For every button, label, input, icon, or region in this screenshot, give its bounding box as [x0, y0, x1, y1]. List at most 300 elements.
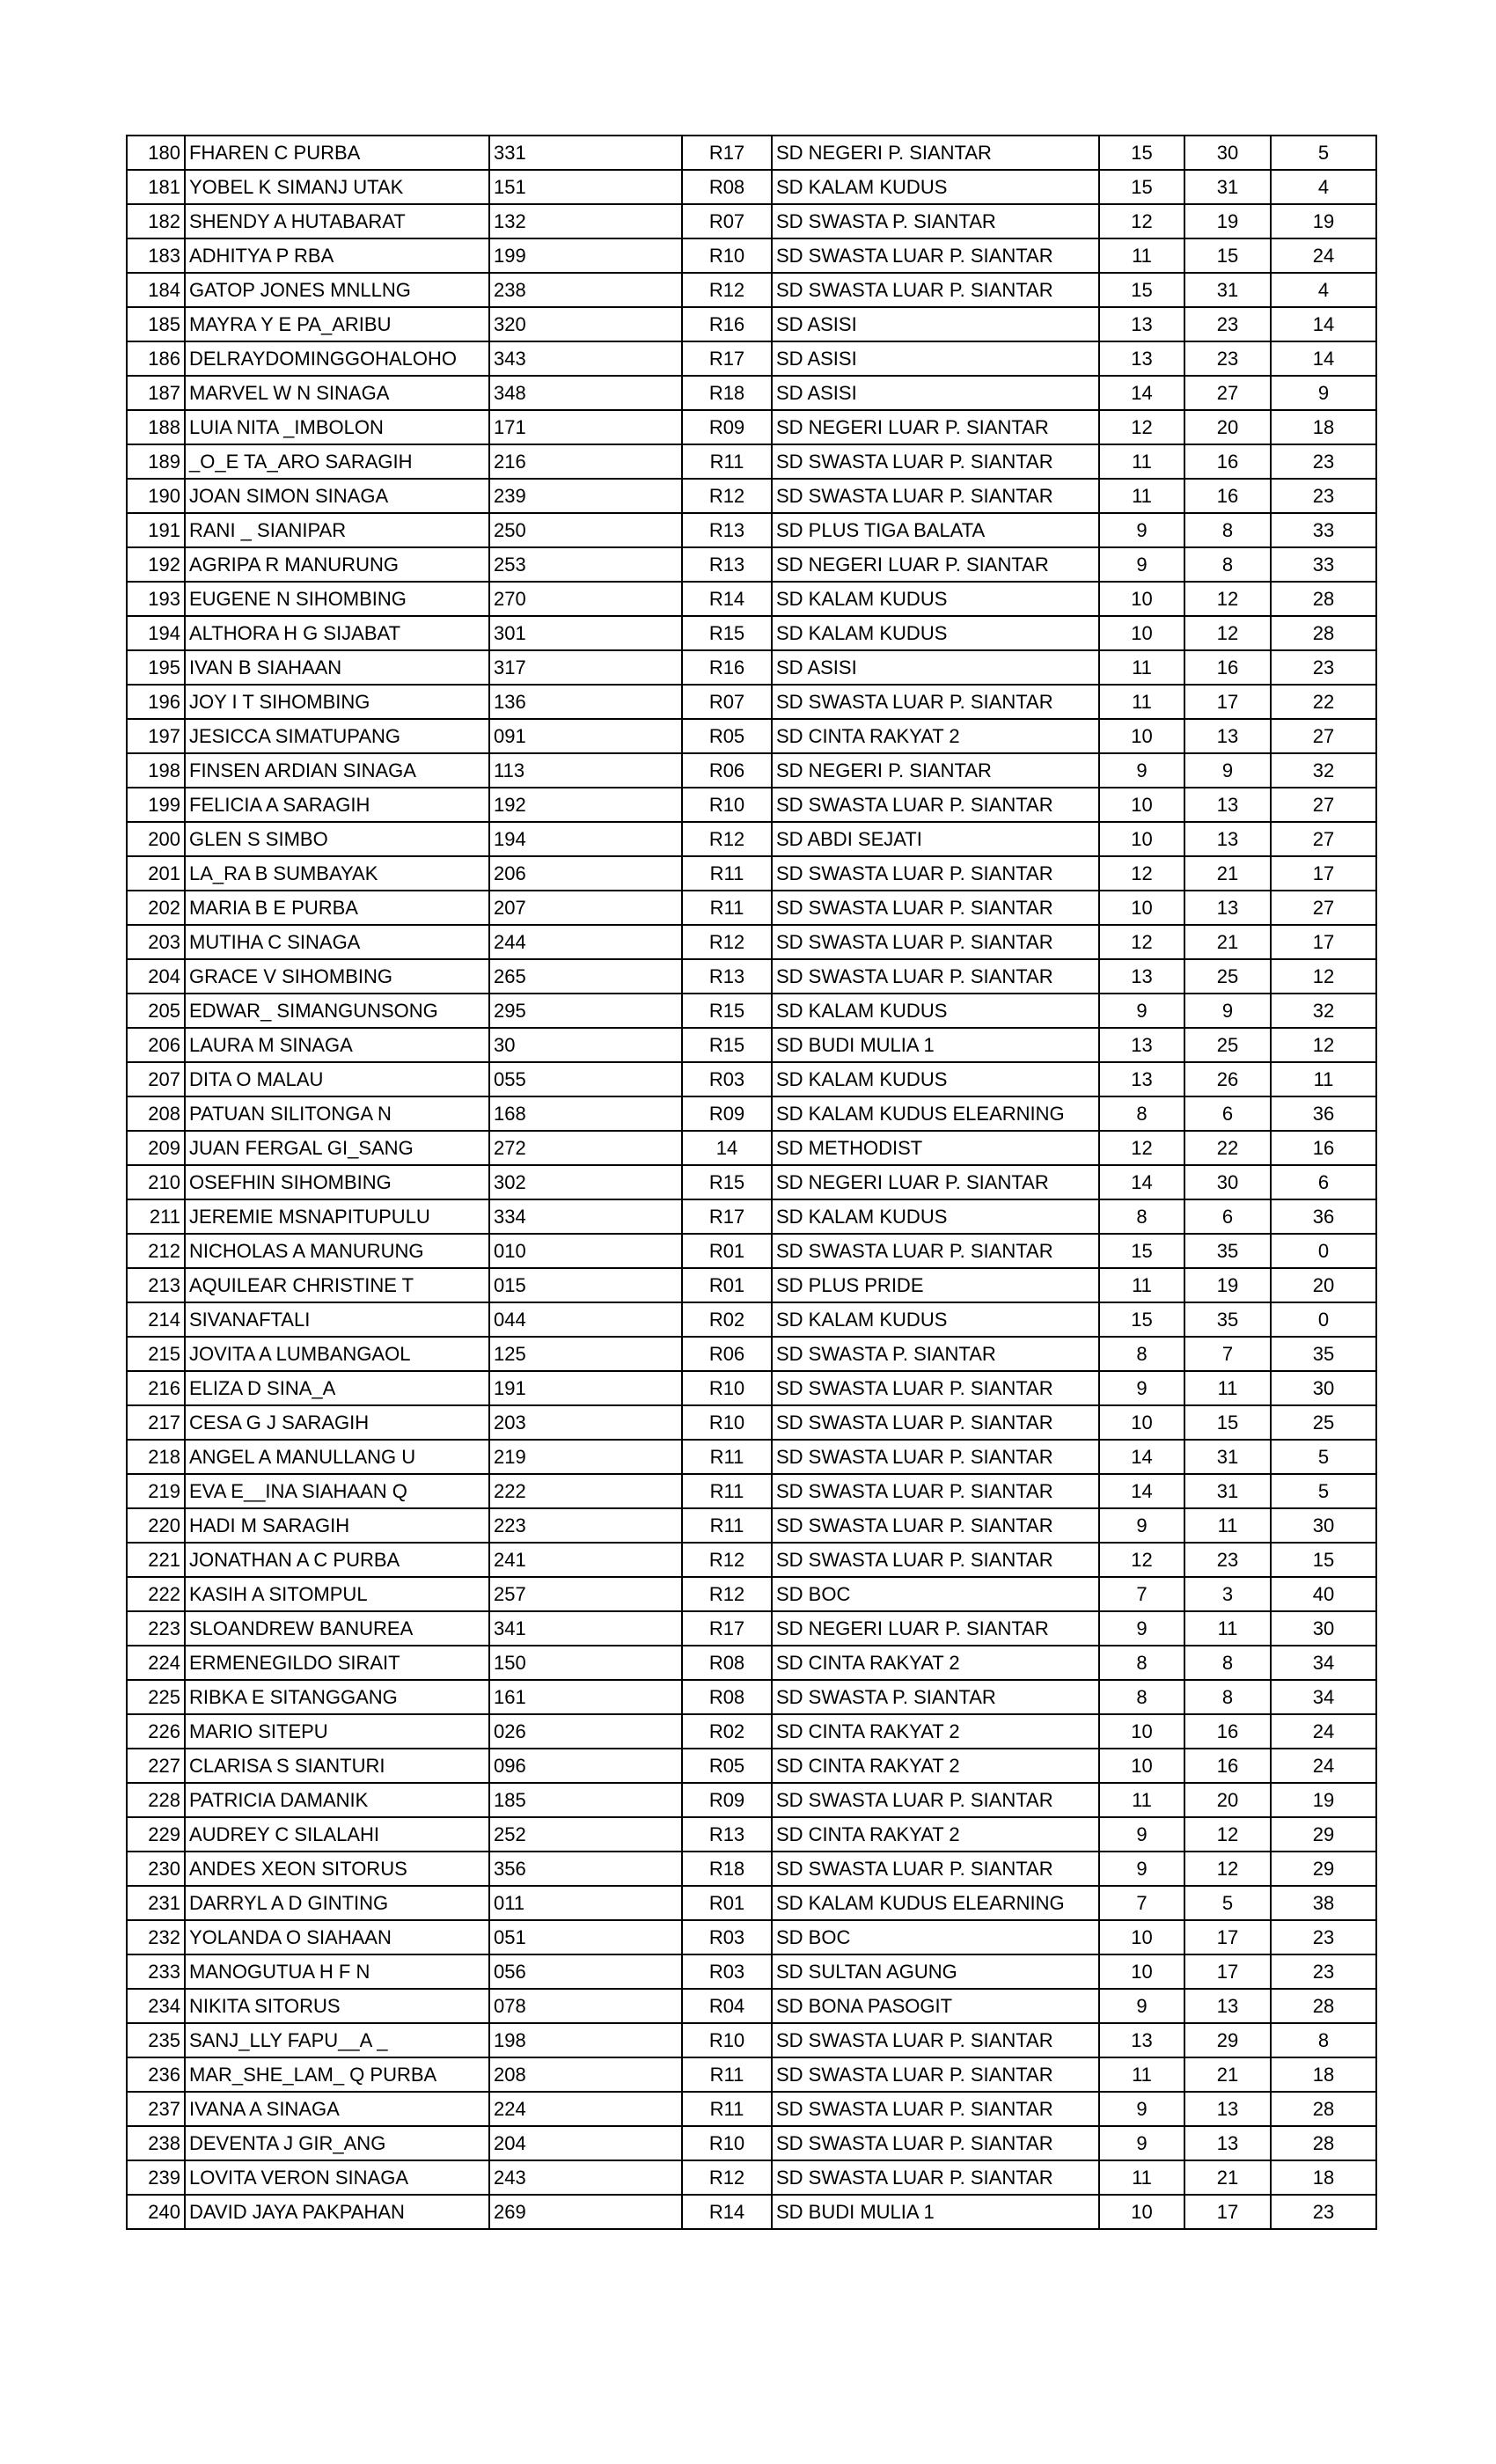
- score-points-cell: 31: [1184, 273, 1271, 307]
- score-rank-cell: 19: [1271, 204, 1376, 238]
- table-row: [127, 822, 1376, 856]
- row-number-cell: 191: [127, 513, 185, 547]
- student-name-cell: ADHITYA P RBA: [185, 238, 489, 273]
- room-cell: R12: [682, 925, 772, 959]
- score-correct-cell: 9: [1099, 753, 1184, 788]
- score-correct-cell: 9: [1099, 1508, 1184, 1543]
- row-number-cell: 223: [127, 1611, 185, 1646]
- score-correct-cell: 9: [1099, 1852, 1184, 1886]
- score-rank-cell: 23: [1271, 479, 1376, 513]
- room-cell: R13: [682, 513, 772, 547]
- score-correct-cell: 11: [1099, 444, 1184, 479]
- score-rank-cell: 5: [1271, 136, 1376, 170]
- score-correct-cell: 15: [1099, 170, 1184, 204]
- score-correct-cell: 10: [1099, 1749, 1184, 1783]
- score-correct-cell: 11: [1099, 2160, 1184, 2195]
- score-points-cell: 13: [1184, 1989, 1271, 2023]
- school-cell: SD NEGERI P. SIANTAR: [772, 753, 1099, 788]
- participant-code-cell: 252: [489, 1817, 682, 1852]
- room-cell: R10: [682, 2023, 772, 2057]
- student-name-cell: JEREMIE MSNAPITUPULU: [185, 1199, 489, 1234]
- student-name-cell: MAR_SHE_LAM_ Q PURBA: [185, 2057, 489, 2092]
- participant-code-cell: 185: [489, 1783, 682, 1817]
- student-name-cell: SIVANAFTALI: [185, 1302, 489, 1337]
- room-cell: R04: [682, 1989, 772, 2023]
- student-name-cell: RIBKA E SITANGGANG: [185, 1680, 489, 1714]
- room-cell: R12: [682, 479, 772, 513]
- table-row: [127, 650, 1376, 685]
- score-points-cell: 13: [1184, 788, 1271, 822]
- room-cell: R08: [682, 1680, 772, 1714]
- school-cell: SD SWASTA LUAR P. SIANTAR: [772, 1852, 1099, 1886]
- score-correct-cell: 9: [1099, 2126, 1184, 2160]
- school-cell: SD KALAM KUDUS ELEARNING: [772, 1096, 1099, 1131]
- row-number-cell: 208: [127, 1096, 185, 1131]
- participant-code-cell: 015: [489, 1268, 682, 1302]
- score-points-cell: 13: [1184, 719, 1271, 753]
- participant-code-cell: 241: [489, 1543, 682, 1577]
- participant-code-cell: 239: [489, 479, 682, 513]
- school-cell: SD KALAM KUDUS ELEARNING: [772, 1886, 1099, 1920]
- score-rank-cell: 20: [1271, 1268, 1376, 1302]
- participant-code-cell: 272: [489, 1131, 682, 1165]
- score-points-cell: 12: [1184, 1817, 1271, 1852]
- table-row: [127, 1577, 1376, 1611]
- row-number-cell: 200: [127, 822, 185, 856]
- score-points-cell: 15: [1184, 1405, 1271, 1440]
- score-rank-cell: 28: [1271, 1989, 1376, 2023]
- student-name-cell: PATRICIA DAMANIK: [185, 1783, 489, 1817]
- table-row: [127, 1886, 1376, 1920]
- score-correct-cell: 12: [1099, 925, 1184, 959]
- student-name-cell: MARVEL W N SINAGA: [185, 376, 489, 410]
- score-correct-cell: 14: [1099, 1440, 1184, 1474]
- score-points-cell: 31: [1184, 170, 1271, 204]
- room-cell: R15: [682, 1028, 772, 1062]
- room-cell: R01: [682, 1268, 772, 1302]
- score-points-cell: 8: [1184, 547, 1271, 582]
- student-name-cell: DITA O MALAU: [185, 1062, 489, 1096]
- room-cell: R10: [682, 1371, 772, 1405]
- score-points-cell: 9: [1184, 994, 1271, 1028]
- table-row: [127, 753, 1376, 788]
- score-correct-cell: 15: [1099, 273, 1184, 307]
- score-rank-cell: 27: [1271, 822, 1376, 856]
- table-row: [127, 410, 1376, 444]
- school-cell: SD NEGERI LUAR P. SIANTAR: [772, 1611, 1099, 1646]
- table-row: [127, 1646, 1376, 1680]
- score-points-cell: 26: [1184, 1062, 1271, 1096]
- score-correct-cell: 8: [1099, 1096, 1184, 1131]
- score-points-cell: 15: [1184, 238, 1271, 273]
- student-name-cell: LUIA NITA _IMBOLON: [185, 410, 489, 444]
- student-name-cell: MAYRA Y E PA_ARIBU: [185, 307, 489, 341]
- table-row: [127, 307, 1376, 341]
- score-rank-cell: 24: [1271, 1714, 1376, 1749]
- score-correct-cell: 13: [1099, 959, 1184, 994]
- participant-code-cell: 257: [489, 1577, 682, 1611]
- score-points-cell: 16: [1184, 444, 1271, 479]
- student-name-cell: JUAN FERGAL GI_SANG: [185, 1131, 489, 1165]
- row-number-cell: 222: [127, 1577, 185, 1611]
- student-name-cell: FINSEN ARDIAN SINAGA: [185, 753, 489, 788]
- row-number-cell: 219: [127, 1474, 185, 1508]
- school-cell: SD ASISI: [772, 341, 1099, 376]
- results-table: [126, 135, 1377, 2230]
- school-cell: SD SWASTA LUAR P. SIANTAR: [772, 925, 1099, 959]
- row-number-cell: 190: [127, 479, 185, 513]
- school-cell: SD NEGERI LUAR P. SIANTAR: [772, 1165, 1099, 1199]
- score-rank-cell: 28: [1271, 582, 1376, 616]
- student-name-cell: JOVITA A LUMBANGAOL: [185, 1337, 489, 1371]
- table-row: [127, 1165, 1376, 1199]
- score-points-cell: 8: [1184, 1680, 1271, 1714]
- score-correct-cell: 11: [1099, 1268, 1184, 1302]
- school-cell: SD SWASTA LUAR P. SIANTAR: [772, 2160, 1099, 2195]
- participant-code-cell: 341: [489, 1611, 682, 1646]
- score-correct-cell: 8: [1099, 1199, 1184, 1234]
- participant-code-cell: 151: [489, 170, 682, 204]
- row-number-cell: 188: [127, 410, 185, 444]
- room-cell: R14: [682, 582, 772, 616]
- score-correct-cell: 8: [1099, 1680, 1184, 1714]
- score-points-cell: 19: [1184, 1268, 1271, 1302]
- row-number-cell: 207: [127, 1062, 185, 1096]
- student-name-cell: PATUAN SILITONGA N: [185, 1096, 489, 1131]
- participant-code-cell: 194: [489, 822, 682, 856]
- score-correct-cell: 12: [1099, 204, 1184, 238]
- row-number-cell: 216: [127, 1371, 185, 1405]
- score-rank-cell: 4: [1271, 273, 1376, 307]
- score-rank-cell: 30: [1271, 1508, 1376, 1543]
- student-name-cell: FHAREN C PURBA: [185, 136, 489, 170]
- school-cell: SD ASISI: [772, 376, 1099, 410]
- score-correct-cell: 13: [1099, 341, 1184, 376]
- row-number-cell: 193: [127, 582, 185, 616]
- room-cell: R06: [682, 753, 772, 788]
- table-row: [127, 788, 1376, 822]
- table-row: [127, 2195, 1376, 2229]
- participant-code-cell: 222: [489, 1474, 682, 1508]
- table-row: [127, 616, 1376, 650]
- participant-code-cell: 136: [489, 685, 682, 719]
- score-points-cell: 31: [1184, 1474, 1271, 1508]
- participant-code-cell: 320: [489, 307, 682, 341]
- student-name-cell: YOBEL K SIMANJ UTAK: [185, 170, 489, 204]
- school-cell: SD SWASTA LUAR P. SIANTAR: [772, 959, 1099, 994]
- participant-code-cell: 192: [489, 788, 682, 822]
- room-cell: R10: [682, 788, 772, 822]
- room-cell: R17: [682, 1199, 772, 1234]
- school-cell: SD KALAM KUDUS: [772, 994, 1099, 1028]
- participant-code-cell: 219: [489, 1440, 682, 1474]
- score-points-cell: 25: [1184, 959, 1271, 994]
- room-cell: R12: [682, 1577, 772, 1611]
- school-cell: SD SWASTA LUAR P. SIANTAR: [772, 1440, 1099, 1474]
- score-rank-cell: 17: [1271, 856, 1376, 891]
- student-name-cell: GLEN S SIMBO: [185, 822, 489, 856]
- participant-code-cell: 343: [489, 341, 682, 376]
- score-rank-cell: 34: [1271, 1680, 1376, 1714]
- student-name-cell: DAVID JAYA PAKPAHAN: [185, 2195, 489, 2229]
- score-points-cell: 35: [1184, 1234, 1271, 1268]
- participant-code-cell: 238: [489, 273, 682, 307]
- score-points-cell: 9: [1184, 753, 1271, 788]
- score-rank-cell: 24: [1271, 1749, 1376, 1783]
- score-rank-cell: 14: [1271, 341, 1376, 376]
- school-cell: SD KALAM KUDUS: [772, 1199, 1099, 1234]
- student-name-cell: AQUILEAR CHRISTINE T: [185, 1268, 489, 1302]
- row-number-cell: 225: [127, 1680, 185, 1714]
- row-number-cell: 203: [127, 925, 185, 959]
- score-correct-cell: 8: [1099, 1646, 1184, 1680]
- student-name-cell: HADI M SARAGIH: [185, 1508, 489, 1543]
- score-rank-cell: 38: [1271, 1886, 1376, 1920]
- score-rank-cell: 0: [1271, 1234, 1376, 1268]
- room-cell: R13: [682, 1817, 772, 1852]
- school-cell: SD SWASTA P. SIANTAR: [772, 204, 1099, 238]
- table-row: [127, 1852, 1376, 1886]
- school-cell: SD ASISI: [772, 307, 1099, 341]
- room-cell: R09: [682, 1096, 772, 1131]
- table-row: [127, 273, 1376, 307]
- school-cell: SD SWASTA LUAR P. SIANTAR: [772, 1405, 1099, 1440]
- school-cell: SD SWASTA LUAR P. SIANTAR: [772, 273, 1099, 307]
- row-number-cell: 211: [127, 1199, 185, 1234]
- table-row: [127, 685, 1376, 719]
- student-name-cell: LA_RA B SUMBAYAK: [185, 856, 489, 891]
- row-number-cell: 185: [127, 307, 185, 341]
- score-points-cell: 29: [1184, 2023, 1271, 2057]
- student-name-cell: JOAN SIMON SINAGA: [185, 479, 489, 513]
- row-number-cell: 218: [127, 1440, 185, 1474]
- score-rank-cell: 33: [1271, 513, 1376, 547]
- participant-code-cell: 206: [489, 856, 682, 891]
- student-name-cell: IVAN B SIAHAAN: [185, 650, 489, 685]
- student-name-cell: ANGEL A MANULLANG U: [185, 1440, 489, 1474]
- school-cell: SD NEGERI LUAR P. SIANTAR: [772, 547, 1099, 582]
- participant-code-cell: 191: [489, 1371, 682, 1405]
- room-cell: R11: [682, 856, 772, 891]
- room-cell: R01: [682, 1234, 772, 1268]
- participant-code-cell: 216: [489, 444, 682, 479]
- school-cell: SD ASISI: [772, 650, 1099, 685]
- row-number-cell: 215: [127, 1337, 185, 1371]
- row-number-cell: 230: [127, 1852, 185, 1886]
- school-cell: SD KALAM KUDUS: [772, 582, 1099, 616]
- score-points-cell: 8: [1184, 1646, 1271, 1680]
- score-points-cell: 13: [1184, 2126, 1271, 2160]
- row-number-cell: 237: [127, 2092, 185, 2126]
- score-points-cell: 11: [1184, 1611, 1271, 1646]
- participant-code-cell: 113: [489, 753, 682, 788]
- row-number-cell: 220: [127, 1508, 185, 1543]
- score-correct-cell: 10: [1099, 1954, 1184, 1989]
- score-rank-cell: 14: [1271, 307, 1376, 341]
- score-points-cell: 21: [1184, 2057, 1271, 2092]
- school-cell: SD SWASTA LUAR P. SIANTAR: [772, 891, 1099, 925]
- score-rank-cell: 9: [1271, 376, 1376, 410]
- row-number-cell: 192: [127, 547, 185, 582]
- table-row: [127, 170, 1376, 204]
- score-points-cell: 13: [1184, 891, 1271, 925]
- row-number-cell: 202: [127, 891, 185, 925]
- table-row: [127, 1028, 1376, 1062]
- participant-code-cell: 295: [489, 994, 682, 1028]
- room-cell: R02: [682, 1714, 772, 1749]
- score-rank-cell: 35: [1271, 1337, 1376, 1371]
- score-correct-cell: 11: [1099, 1783, 1184, 1817]
- score-points-cell: 6: [1184, 1096, 1271, 1131]
- table-row: [127, 1508, 1376, 1543]
- results-table-body: [127, 136, 1376, 2229]
- school-cell: SD KALAM KUDUS: [772, 616, 1099, 650]
- student-name-cell: ANDES XEON SITORUS: [185, 1852, 489, 1886]
- table-row: [127, 582, 1376, 616]
- score-correct-cell: 9: [1099, 1989, 1184, 2023]
- table-row: [127, 1714, 1376, 1749]
- student-name-cell: DEVENTA J GIR_ANG: [185, 2126, 489, 2160]
- participant-code-cell: 056: [489, 1954, 682, 1989]
- score-correct-cell: 11: [1099, 238, 1184, 273]
- room-cell: R15: [682, 616, 772, 650]
- score-correct-cell: 9: [1099, 547, 1184, 582]
- table-row: [127, 1131, 1376, 1165]
- participant-code-cell: 044: [489, 1302, 682, 1337]
- table-row: [127, 1817, 1376, 1852]
- participant-code-cell: 207: [489, 891, 682, 925]
- score-points-cell: 30: [1184, 136, 1271, 170]
- participant-code-cell: 334: [489, 1199, 682, 1234]
- room-cell: R14: [682, 2195, 772, 2229]
- score-points-cell: 20: [1184, 1783, 1271, 1817]
- participant-code-cell: 078: [489, 1989, 682, 2023]
- table-row: [127, 547, 1376, 582]
- participant-code-cell: 150: [489, 1646, 682, 1680]
- participant-code-cell: 244: [489, 925, 682, 959]
- school-cell: SD SWASTA P. SIANTAR: [772, 1680, 1099, 1714]
- table-row: [127, 1474, 1376, 1508]
- score-rank-cell: 23: [1271, 1954, 1376, 1989]
- room-cell: R02: [682, 1302, 772, 1337]
- student-name-cell: GRACE V SIHOMBING: [185, 959, 489, 994]
- score-rank-cell: 33: [1271, 547, 1376, 582]
- row-number-cell: 204: [127, 959, 185, 994]
- row-number-cell: 229: [127, 1817, 185, 1852]
- score-points-cell: 5: [1184, 1886, 1271, 1920]
- score-points-cell: 13: [1184, 822, 1271, 856]
- participant-code-cell: 055: [489, 1062, 682, 1096]
- participant-code-cell: 265: [489, 959, 682, 994]
- table-row: [127, 479, 1376, 513]
- score-points-cell: 20: [1184, 410, 1271, 444]
- row-number-cell: 181: [127, 170, 185, 204]
- table-row: [127, 719, 1376, 753]
- score-correct-cell: 10: [1099, 616, 1184, 650]
- score-correct-cell: 11: [1099, 650, 1184, 685]
- score-points-cell: 17: [1184, 2195, 1271, 2229]
- score-rank-cell: 12: [1271, 1028, 1376, 1062]
- student-name-cell: LAURA M SINAGA: [185, 1028, 489, 1062]
- score-points-cell: 21: [1184, 2160, 1271, 2195]
- room-cell: R01: [682, 1886, 772, 1920]
- score-rank-cell: 18: [1271, 2057, 1376, 2092]
- row-number-cell: 228: [127, 1783, 185, 1817]
- room-cell: R13: [682, 547, 772, 582]
- school-cell: SD SWASTA LUAR P. SIANTAR: [772, 1234, 1099, 1268]
- table-row: [127, 1680, 1376, 1714]
- score-points-cell: 8: [1184, 513, 1271, 547]
- table-row: [127, 136, 1376, 170]
- row-number-cell: 238: [127, 2126, 185, 2160]
- score-points-cell: 31: [1184, 1440, 1271, 1474]
- row-number-cell: 183: [127, 238, 185, 273]
- row-number-cell: 227: [127, 1749, 185, 1783]
- table-row: [127, 1989, 1376, 2023]
- score-points-cell: 16: [1184, 650, 1271, 685]
- school-cell: SD KALAM KUDUS: [772, 1302, 1099, 1337]
- student-name-cell: GATOP JONES MNLLNG: [185, 273, 489, 307]
- school-cell: SD SWASTA LUAR P. SIANTAR: [772, 1508, 1099, 1543]
- school-cell: SD SULTAN AGUNG: [772, 1954, 1099, 1989]
- score-points-cell: 25: [1184, 1028, 1271, 1062]
- room-cell: R10: [682, 2126, 772, 2160]
- score-rank-cell: 30: [1271, 1611, 1376, 1646]
- participant-code-cell: 243: [489, 2160, 682, 2195]
- table-row: [127, 1783, 1376, 1817]
- student-name-cell: EUGENE N SIHOMBING: [185, 582, 489, 616]
- student-name-cell: RANI _ SIANIPAR: [185, 513, 489, 547]
- participant-code-cell: 302: [489, 1165, 682, 1199]
- participant-code-cell: 171: [489, 410, 682, 444]
- student-name-cell: ELIZA D SINA_A: [185, 1371, 489, 1405]
- score-rank-cell: 27: [1271, 719, 1376, 753]
- student-name-cell: ALTHORA H G SIJABAT: [185, 616, 489, 650]
- score-points-cell: 7: [1184, 1337, 1271, 1371]
- table-row: [127, 1611, 1376, 1646]
- school-cell: SD SWASTA P. SIANTAR: [772, 1337, 1099, 1371]
- score-correct-cell: 10: [1099, 788, 1184, 822]
- table-row: [127, 1920, 1376, 1954]
- participant-code-cell: 198: [489, 2023, 682, 2057]
- school-cell: SD SWASTA LUAR P. SIANTAR: [772, 2092, 1099, 2126]
- participant-code-cell: 199: [489, 238, 682, 273]
- table-row: [127, 1096, 1376, 1131]
- score-points-cell: 16: [1184, 1714, 1271, 1749]
- score-correct-cell: 10: [1099, 2195, 1184, 2229]
- student-name-cell: OSEFHIN SIHOMBING: [185, 1165, 489, 1199]
- score-correct-cell: 10: [1099, 1920, 1184, 1954]
- student-name-cell: EDWAR_ SIMANGUNSONG: [185, 994, 489, 1028]
- room-cell: R08: [682, 170, 772, 204]
- score-correct-cell: 14: [1099, 1165, 1184, 1199]
- participant-code-cell: 356: [489, 1852, 682, 1886]
- participant-code-cell: 208: [489, 2057, 682, 2092]
- table-row: [127, 1337, 1376, 1371]
- score-correct-cell: 10: [1099, 719, 1184, 753]
- school-cell: SD BONA PASOGIT: [772, 1989, 1099, 2023]
- row-number-cell: 186: [127, 341, 185, 376]
- student-name-cell: KASIH A SITOMPUL: [185, 1577, 489, 1611]
- score-correct-cell: 10: [1099, 891, 1184, 925]
- school-cell: SD SWASTA LUAR P. SIANTAR: [772, 2057, 1099, 2092]
- room-cell: R09: [682, 410, 772, 444]
- score-correct-cell: 9: [1099, 1817, 1184, 1852]
- room-cell: R17: [682, 136, 772, 170]
- score-points-cell: 17: [1184, 1920, 1271, 1954]
- table-row: [127, 959, 1376, 994]
- participant-code-cell: 270: [489, 582, 682, 616]
